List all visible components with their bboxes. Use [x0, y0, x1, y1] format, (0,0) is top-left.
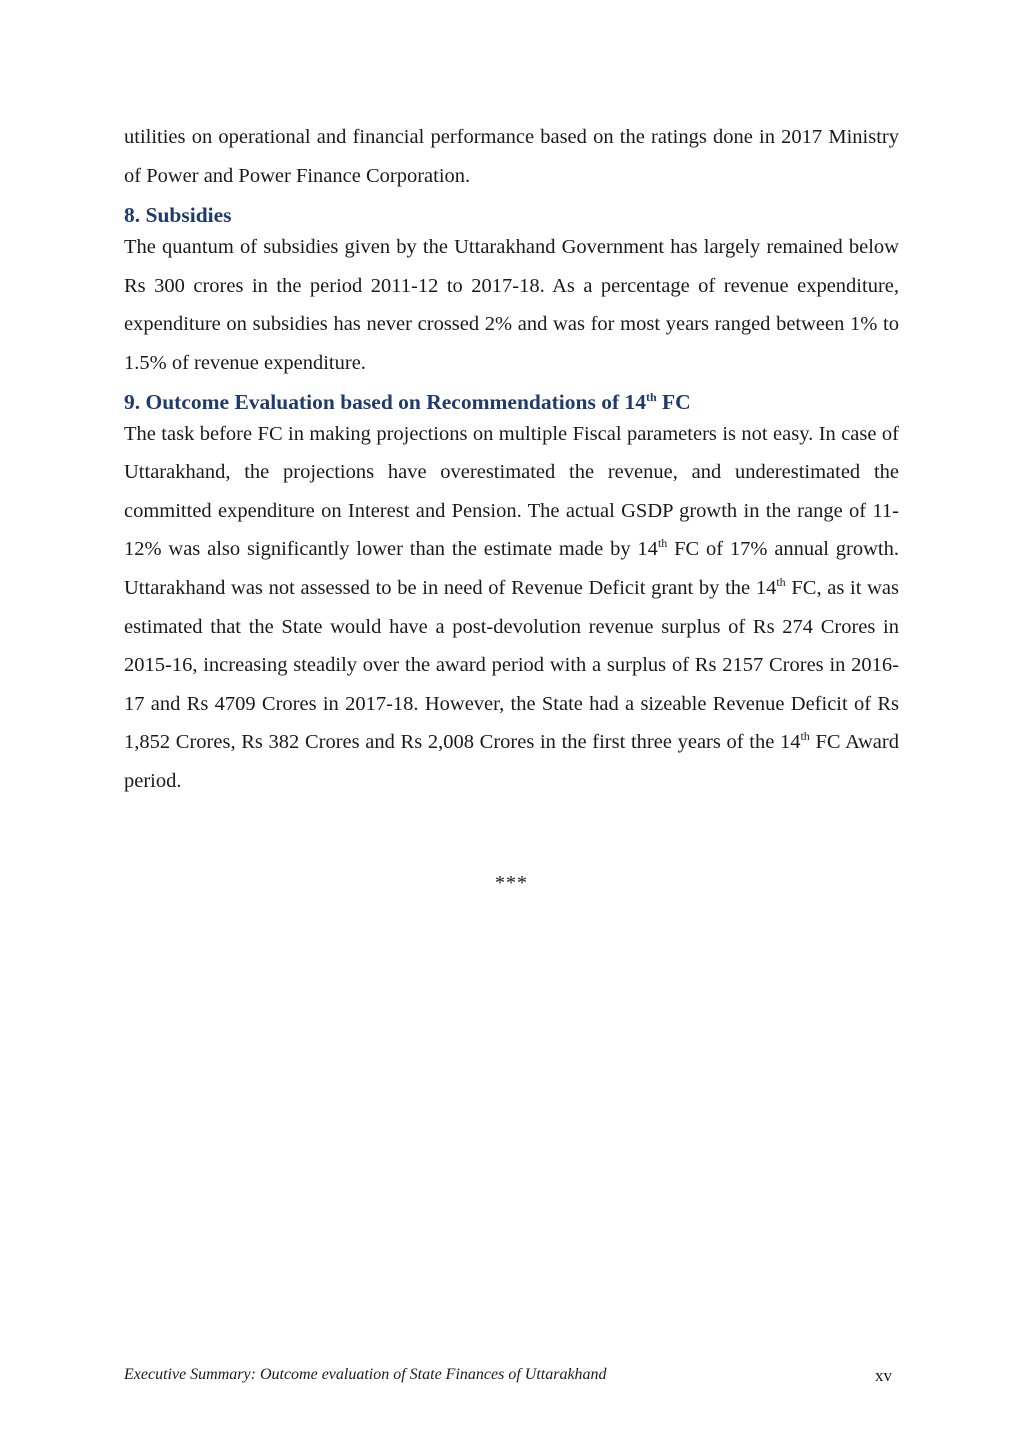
- subsidies-paragraph: The quantum of subsidies given by the Uttarakhand Government has largely remained below Rs 300 crores in the period 2011-12 to 2017-18. As a percentage of revenue expenditure, expenditure on subsidies has never crossed 2% and was for most years ranged between 1% to 1.5% of revenue expenditure.: [124, 236, 899, 374]
- paragraph-text-part: FC of 17% annual growth. Uttarakhand was not assessed to be in need of Revenue Deficit grant by the 14: [124, 538, 899, 599]
- superscript: th: [657, 536, 668, 551]
- heading-text: 9. Outcome Evaluation based on Recommendations of 14: [124, 389, 646, 414]
- paragraph-text-part: FC Award period.: [124, 731, 899, 792]
- footer-title: Executive Summary: Outcome evaluation of State Finances of Uttarakhand: [124, 1366, 607, 1383]
- paragraph-text-part: FC, as it was estimated that the State would have a post-devolution revenue surplus of Rs 274 Crores in 2015-16, increasing steadily over the award period with a surplus of Rs 2157 Crores in 2016-17 and Rs 4709 Crores in 2017-18. However, the State had a sizeable Revenue Deficit of Rs 1,852 Crores, Rs 382 Crores and Rs 2,008 Crores in the first three years of the 14: [124, 576, 899, 754]
- document-body: [124, 118, 899, 801]
- continuation-paragraph: utilities on operational and financial performance based on the ratings done in 2017 Ministry of Power and Power Finance Corporation.: [124, 126, 899, 187]
- section-heading-subsidies: 8. Subsidies: [124, 203, 232, 228]
- page-number: xv: [875, 1366, 892, 1385]
- outcome-evaluation-paragraph: [124, 415, 899, 801]
- section-heading-outcome-evaluation: [124, 389, 899, 415]
- paragraph-text-part: The task before FC in making projections on multiple Fiscal parameters is not easy. In case of Uttarakhand, the projections have overestimated the revenue, and underestimated the committed expenditure on Interest and Pension. The actual GSDP growth in the range of 11-12% was also significantly lower than the estimate made by 14: [124, 422, 899, 561]
- superscript: th: [800, 729, 810, 744]
- superscript: th: [776, 575, 786, 590]
- section-separator: ***: [495, 872, 528, 894]
- heading-superscript: th: [645, 389, 657, 404]
- heading-text-end: FC: [656, 389, 691, 414]
